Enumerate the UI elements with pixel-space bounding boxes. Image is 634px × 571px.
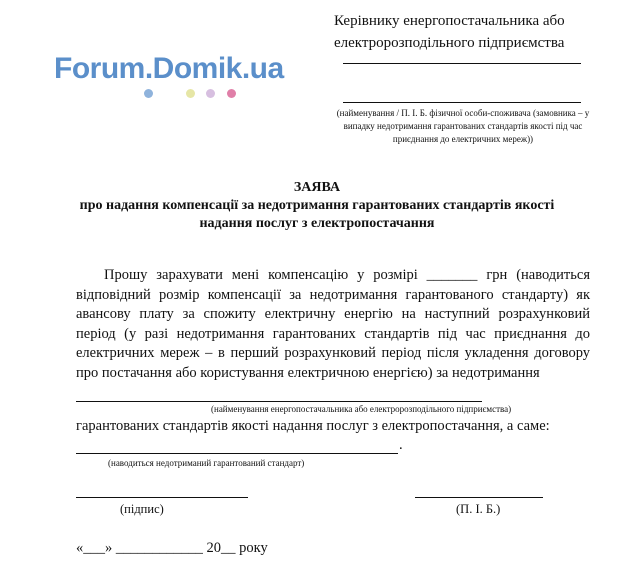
logo-dot-3 [206, 89, 215, 98]
document-title: ЗАЯВА [293, 180, 341, 195]
supplier-caption: (найменування енергопостачальника або електророзподільного підприємства) [211, 404, 512, 414]
recipient-line-1: Керівнику енергопостачальника або [334, 13, 565, 29]
recipient-name-line [343, 63, 581, 64]
logo-dot-2 [186, 89, 195, 98]
logo-dot-1 [144, 89, 153, 98]
forum-domik-logo: Forum.Domik.ua [54, 52, 284, 85]
name-line [415, 497, 543, 498]
name-caption: (П. І. Б.) [456, 502, 501, 516]
standard-line [76, 453, 398, 454]
signature-caption: (підпис) [120, 502, 164, 516]
standard-line-dot: . [399, 437, 403, 453]
date-line: «___» ____________ 20__ року [76, 540, 268, 556]
applicant-name-line [343, 102, 581, 103]
document-subtitle-1: про надання компенсації за недотримання гарантованих стандартів якості [79, 198, 555, 213]
applicant-note: (найменування / П. І. Б. фізичної особи-споживача (замовника – у випадку недотримання гарантованих стандартів якості під час приєднання до електричних мереж)) [336, 108, 590, 144]
request-paragraph: Прошу зарахувати мені компенсацію у розмірі _______ грн (наводиться відповідний розмір компенсації за недотримання гарантованого стандарту) як авансову плату за спожиту електричну енергію на наступний розрахунковий період (у разі недотримання гарантованих стандартів під час приєднання до електричних мереж – в перший розрахунковий період після укладення договору про постачання або користування електричною енергією) за недотримання [76, 267, 590, 381]
document-subtitle-2: надання послуг з електропостачання [199, 216, 435, 231]
standard-caption: (наводиться недотриманий гарантований стандарт) [108, 458, 305, 468]
standards-text: гарантованих стандартів якості надання послуг з електропостачання, а саме: [76, 418, 550, 434]
signature-line [76, 497, 248, 498]
recipient-line-2: електророзподільного підприємства [334, 35, 565, 51]
logo-dot-4 [227, 89, 236, 98]
supplier-name-line [76, 401, 482, 402]
